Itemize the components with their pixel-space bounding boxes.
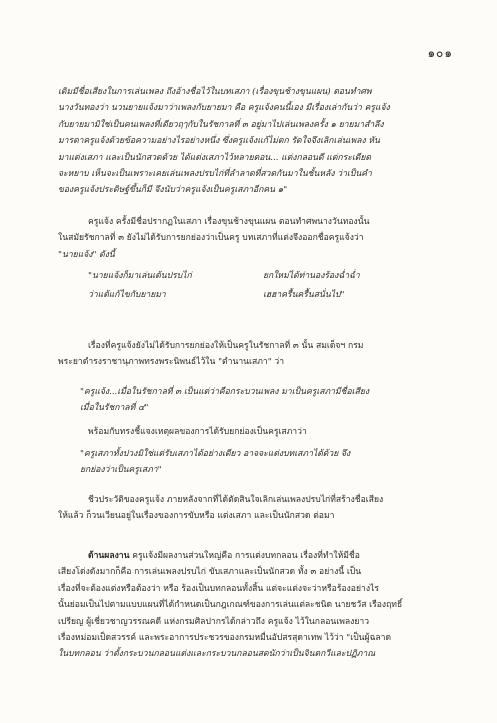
text-line: นางวันทองว่า นวนยายแจ้งมาว่าเพลงกับยายมา คือ ครูแจ้งคนนี้เอง มีเรื่องเล่ากันว่า ครูแจ้ง [58,103,390,114]
text-line: เรื่องที่จะต้องแต่งหรือต้องว่า หรือ ร้องเป็นบทกลอนทั้งสิ้น แต่จะแต่งจะว่าหรือร้องอย่างไร [58,583,379,594]
text-line: ครูแจ้ง ครั้งมีชื่อปรากฏในเสภา เรื่องขุนช้างขุนแผน ตอนทำศพนางวันทองนั้น [88,217,370,227]
quote-2 [80,446,450,479]
text-line: ชีวประวัติของครูแจ้ง ภายหลังจากที่ได้ตัดสินใจเลิกเล่นเพลงปรบไก่ที่สร้างชื่อเสียง [88,495,384,505]
text-line: พร้อมกับทรงชี้แจงเหตุผลของการได้รับยกย่องเป็นครูเสภาว่า [88,427,307,437]
poem-verse-first: "นายแจ้งก็มาเล่นเต้นปรบไก่ [88,271,192,281]
text-line: ของครูแจ้งประดิษฐ์ขึ้นก็มี จึงนับว่าครูแจ้งเป็นครูเสภาอีกคน ๑" [58,185,288,196]
text-line: "ครูแจ้ง...เมื่อในรัชกาลที่ ๓ เป็นแต่ว่าคือกระบวนเพลง มาเป็นครูเสภามีชื่อเสียง [80,387,370,397]
paragraph-4 [58,424,450,440]
text-line: เมื่อในรัชกาลที่ ๔" [80,403,149,414]
text-line: ด้านผลงาน ครูแจ้งมีผลงานส่วนใหญ่คือ การแต่งบทกลอน เรื่องที่ทำให้มีชื่อ [88,551,360,561]
quote-1 [80,384,450,417]
paragraph-6 [58,548,450,663]
text-line: "นายแจ้ง" ดังนี้ [58,249,115,260]
text-line: ให้แล้ว ก็วนเวียนอยู่ในเรื่องของการขับหรือ แต่งเสภา และเป็นนักสวด ต่อมา [58,511,335,522]
text-line: ในสมัยรัชกาลที่ ๓ ยังไม่ได้รับการยกย่องว่าเป็นครู บทเสภาที่แต่งจึงออกชื่อครูแจ้งว่า [58,233,364,244]
text-line: "ครูเสภาทั้งปวงมิใช่แต่รับเสภาได้อย่างเดียว อาจจะแต่งบทเสภาได้ด้วย จึง [80,449,351,459]
text-line: เสียงโด่งดังมากก็คือ การเล่นเพลงปรบไก่ ขับเสภาและเป็นนักสวด ทั้ง ๓ อย่างนี้ เป็น [58,567,362,578]
paragraph-5 [58,492,450,525]
text-line: จะหยาบ เห็นจะเป็นเพราะเคยเล่นเพลงปรบไก่ที่ลำลาดที่สวดกันมาในชั้นหลัง ว่าเป็นคำ [58,169,372,180]
poem-verse-first: ว่าแต้แก้ไขกับยายมา [88,290,166,300]
paragraph-3 [58,338,450,371]
poem-verse-second: เฮฮาครื้นครื้นสนั่นไป" [263,290,345,300]
text-line: เดิมมีชื่อเสียงในการเล่นเพลง ถึงอ้างชื่อไว้ในบทเสภา (เรื่องขุนช้างขุนแผน) ตอนทำศพ [58,87,372,97]
poem-verse-second: ยกใหม่ได้ท่านองร้องฉ่ำฉ่ำ [263,271,360,281]
text-line: พระยาดำรงราชานุภาพทรงพระนิพนธ์ไว้ใน "ตำนานเสภา" ว่า [58,357,285,368]
section-heading: ด้านผลงาน [88,551,130,561]
text-line: ยกย่องว่าเป็นครูเสภา" [80,465,162,476]
text-line: เปรียญ ผู้เชี่ยวชาญวรรณคดี แห่งกรมศิลปากรได้กล่าวถึง ครูแจ้ง ไว้ในกลอนเพลงยาว [58,616,370,627]
text-line: เรื่องที่ครูแจ้งยังไม่ได้รับการยกย่องให้เป็นครูในรัชกาลที่ ๓ นั้น สมเด็จฯ กรม [88,341,364,351]
text-line: นั้นย่อมเป็นไปตามแบบแผนที่ได้กำหนดเป็นกฎเกณฑ์ของการเล่นแต่ละชนิด นายชวัส เรืองฤทธิ์ [58,600,403,611]
poem-row [88,268,428,287]
text-line: กับยายมามิใช่เป็นคนเพลงที่เดียวฤๅกับในรัชกาลที่ ๓ อยู่มาไปเล่นเพลงครั้ง ๑ ยายมาสำลึง [58,119,384,130]
poem-block [88,268,428,306]
text-line: มาแต่งเสภา และเป็นนักสวดด้วย ได้แต่งเสภาไว้หลายตอน... แต่งกลอนดี แต่กระเดียด [58,152,372,163]
text-line: เรื่องหม่อมเป็ดสวรรค์ และพระอาการประชวรของกรมหมื่นอัปสรสุดาเทพ ไว้ว่า "เป็นผู้ฉลาด [58,633,392,644]
paragraph-2 [58,214,450,263]
text-line: มารดาครูแจ้งด้วยข้อความอย่างไรอย่างหนึ่ง ซึ่งครูแจ้งแก้ไม่ตก รัดใจจึงเลิกเล่นเพลง หัน [58,136,380,147]
text-line: ในบทกลอน ว่าตั้งกระบวนกลอนแต่งและกระบวนกลอนสดนักว่าเป็นจินตกวีและปฏิภาณ [58,649,376,660]
page-number: ๑๐๑ [427,46,453,60]
poem-row [88,287,428,306]
paragraph-1 [58,84,450,199]
